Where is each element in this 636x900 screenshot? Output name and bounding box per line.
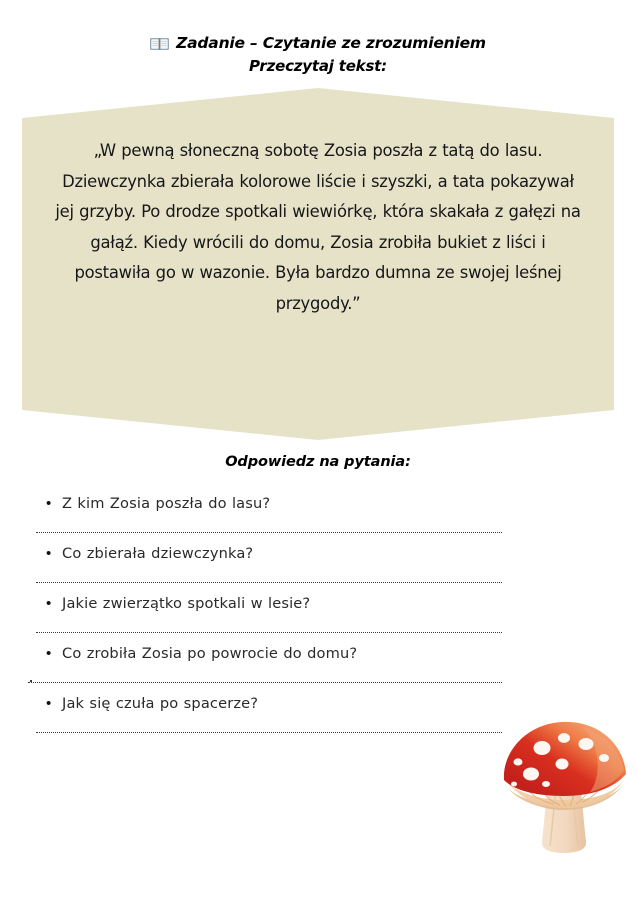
answer-line[interactable] — [36, 582, 502, 583]
question-text: Co zbierała dziewczynka? — [62, 545, 254, 562]
question-item — [0, 542, 636, 592]
story-text: „W pewną słoneczną sobotę Zosia poszła z tatą do lasu. Dziewczynka zbierała kolorowe liście i szyszki, a tata pokazywał jej grzyby. Po drodze spotkali wiewiórkę, która skakała z gałęzi na gałąź. Kiedy wrócili do domu, Zosia zrobiła bukiet z liści i postawiła go w wazonie. Była bardzo dumna ze swojej leśnej przygody.” — [55, 141, 581, 313]
worksheet-title-row — [0, 34, 636, 52]
answer-line[interactable] — [36, 732, 502, 733]
question-list — [0, 492, 636, 742]
bullet-icon: • — [46, 695, 52, 712]
question-text: Z kim Zosia poszła do lasu? — [62, 495, 271, 512]
answer-line[interactable] — [36, 532, 502, 533]
worksheet-subtitle: Przeczytaj tekst: — [249, 57, 387, 75]
fly-agaric-mushroom-icon — [498, 718, 630, 854]
question-text: Jak się czuła po spacerze? — [62, 695, 259, 712]
bullet-icon: • — [46, 595, 52, 612]
bullet-icon: • — [46, 545, 52, 562]
question-item — [0, 642, 636, 692]
open-book-icon — [150, 37, 169, 51]
question-text: Jakie zwierzątko spotkali w lesie? — [62, 595, 311, 612]
question-text: Co zrobiła Zosia po powrocie do domu? — [62, 645, 358, 662]
answer-line[interactable] — [28, 682, 502, 683]
answer-line[interactable] — [36, 632, 502, 633]
worksheet-header — [0, 34, 636, 75]
bullet-icon: • — [46, 645, 52, 662]
bullet-icon: • — [46, 495, 52, 512]
question-item — [0, 492, 636, 542]
answers-heading: Odpowiedz na pytania: — [225, 454, 411, 470]
question-item — [0, 592, 636, 642]
worksheet-title: Zadanie – Czytanie ze zrozumieniem — [176, 34, 486, 52]
